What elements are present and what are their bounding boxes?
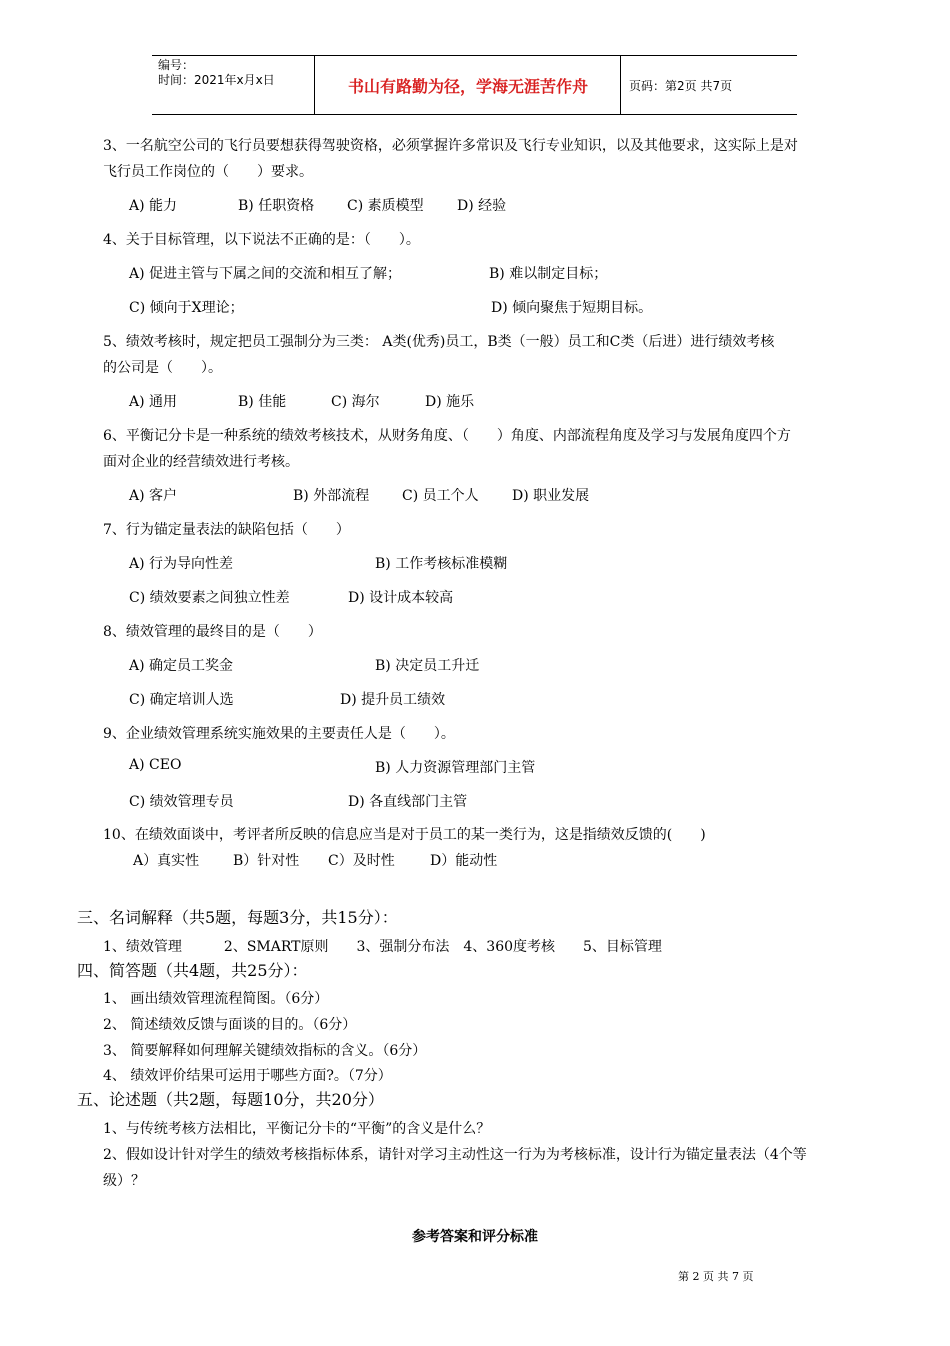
q8-option-a: A) 确定员工奖金 bbox=[129, 658, 234, 674]
q7-option-b: B) 工作考核标准模糊 bbox=[375, 556, 508, 572]
q4-option-c: C) 倾向于X理论； bbox=[129, 300, 244, 316]
q6-option-b: B) 外部流程 bbox=[293, 488, 370, 504]
section-4-title: 四、简答题（共4题，共25分）： bbox=[77, 961, 308, 980]
section-5-item-2: 2、假如设计针对学生的绩效考核指标体系，请针对学习主动性这一行为为考核标准，设计行为锚定量表法（4个等 bbox=[103, 1147, 807, 1163]
header-meta bbox=[152, 56, 315, 114]
question-9-line1: 9、企业绩效管理系统实施效果的主要责任人是（ ）。 bbox=[103, 726, 455, 742]
question-4-line1: 4、关于目标管理，以下说法不正确的是：（ ）。 bbox=[103, 232, 420, 248]
q8-option-b: B) 决定员工升迁 bbox=[375, 658, 480, 674]
q9-option-c: C) 绩效管理专员 bbox=[129, 794, 234, 810]
header-table bbox=[152, 55, 797, 115]
section-4-item-1: 1、 画出绩效管理流程简图。（6分） bbox=[103, 991, 329, 1007]
q5-option-c: C) 海尔 bbox=[331, 394, 380, 410]
question-8-line1: 8、绩效管理的最终目的是（ ） bbox=[103, 624, 322, 640]
q3-option-a: A) 能力 bbox=[129, 198, 178, 214]
time-label: 时间：2021年x月x日 bbox=[158, 73, 275, 87]
section-4-item-4: 4、 绩效评价结果可运用于哪些方面?。（7分） bbox=[103, 1068, 392, 1084]
section-4-item-3: 3、 简要解释如何理解关键绩效指标的含义。（6分） bbox=[103, 1043, 427, 1059]
motto: 书山有路勤为径，学海无涯苦作舟 bbox=[316, 56, 621, 114]
q10-option-d: D）能动性 bbox=[430, 853, 498, 869]
section-3-title: 三、名词解释（共5题，每题3分，共15分）： bbox=[77, 908, 398, 927]
q9-option-d: D) 各直线部门主管 bbox=[348, 794, 468, 810]
q3-option-c: C) 素质模型 bbox=[347, 198, 424, 214]
question-6-line2: 面对企业的经营绩效进行考核。 bbox=[103, 454, 299, 470]
question-7-line1: 7、行为锚定量表法的缺陷包括（ ） bbox=[103, 522, 350, 538]
q9-option-a: A) CEO bbox=[129, 757, 182, 773]
q6-option-a: A) 客户 bbox=[129, 488, 178, 504]
section-5-title: 五、论述题（共2题，每题10分，共20分） bbox=[77, 1090, 384, 1109]
q7-option-c: C) 绩效要素之间独立性差 bbox=[129, 590, 290, 606]
section-5-item-2-cont: 级）？ bbox=[103, 1173, 145, 1189]
q3-option-b: B) 任职资格 bbox=[238, 198, 315, 214]
question-3-line1: 3、一名航空公司的飞行员要想获得驾驶资格，必须掌握许多常识及飞行专业知识，以及其他要求，这实际上是对 bbox=[103, 138, 798, 154]
q5-option-b: B) 佳能 bbox=[238, 394, 287, 410]
q6-option-c: C) 员工个人 bbox=[402, 488, 479, 504]
code-label: 编号： bbox=[158, 58, 195, 72]
q10-option-c: C）及时性 bbox=[328, 853, 395, 869]
question-5-line1: 5、绩效考核时，规定把员工强制分为三类： A类(优秀)员工，B类（一般）员工和C类（后进）进行绩效考核 bbox=[103, 334, 775, 350]
page-footer: 第 2 页 共 7 页 bbox=[678, 1270, 754, 1283]
question-5-line2: 的公司是（ ）。 bbox=[103, 360, 222, 376]
section-5-item-1: 1、与传统考核方法相比，平衡记分卡的“平衡”的含义是什么？ bbox=[103, 1121, 491, 1137]
q4-option-b: B) 难以制定目标； bbox=[489, 266, 608, 282]
question-3-line2: 飞行员工作岗位的（ ）要求。 bbox=[103, 164, 313, 180]
section-3-items: 1、绩效管理 2、SMART原则 3、强制分布法 4、360度考核 5、目标管理 bbox=[103, 939, 662, 955]
q10-option-b: B）针对性 bbox=[233, 853, 300, 869]
q10-option-a: A）真实性 bbox=[133, 853, 200, 869]
q5-option-a: A) 通用 bbox=[129, 394, 178, 410]
q9-option-b: B) 人力资源管理部门主管 bbox=[375, 760, 536, 776]
q7-option-a: A) 行为导向性差 bbox=[129, 556, 234, 572]
q8-option-c: C) 确定培训人选 bbox=[129, 692, 234, 708]
q6-option-d: D) 职业发展 bbox=[512, 488, 590, 504]
answer-title: 参考答案和评分标准 bbox=[412, 1229, 538, 1245]
question-10-line1: 10、在绩效面谈中，考评者所反映的信息应当是对于员工的某一类行为，这是指绩效反馈的( ) bbox=[103, 827, 706, 843]
q3-option-d: D) 经验 bbox=[457, 198, 507, 214]
q8-option-d: D) 提升员工绩效 bbox=[340, 692, 446, 708]
q4-option-d: D) 倾向聚焦于短期目标。 bbox=[491, 300, 653, 316]
q7-option-d: D) 设计成本较高 bbox=[348, 590, 454, 606]
section-4-item-2: 2、 简述绩效反馈与面谈的目的。（6分） bbox=[103, 1017, 357, 1033]
question-6-line1: 6、平衡记分卡是一种系统的绩效考核技术，从财务角度、（ ）角度、内部流程角度及学习与发展角度四个方 bbox=[103, 428, 791, 444]
page-info: 页码：第2页 共7页 bbox=[629, 78, 733, 93]
q5-option-d: D) 施乐 bbox=[425, 394, 475, 410]
q4-option-a: A) 促进主管与下属之间的交流和相互了解； bbox=[129, 266, 402, 282]
